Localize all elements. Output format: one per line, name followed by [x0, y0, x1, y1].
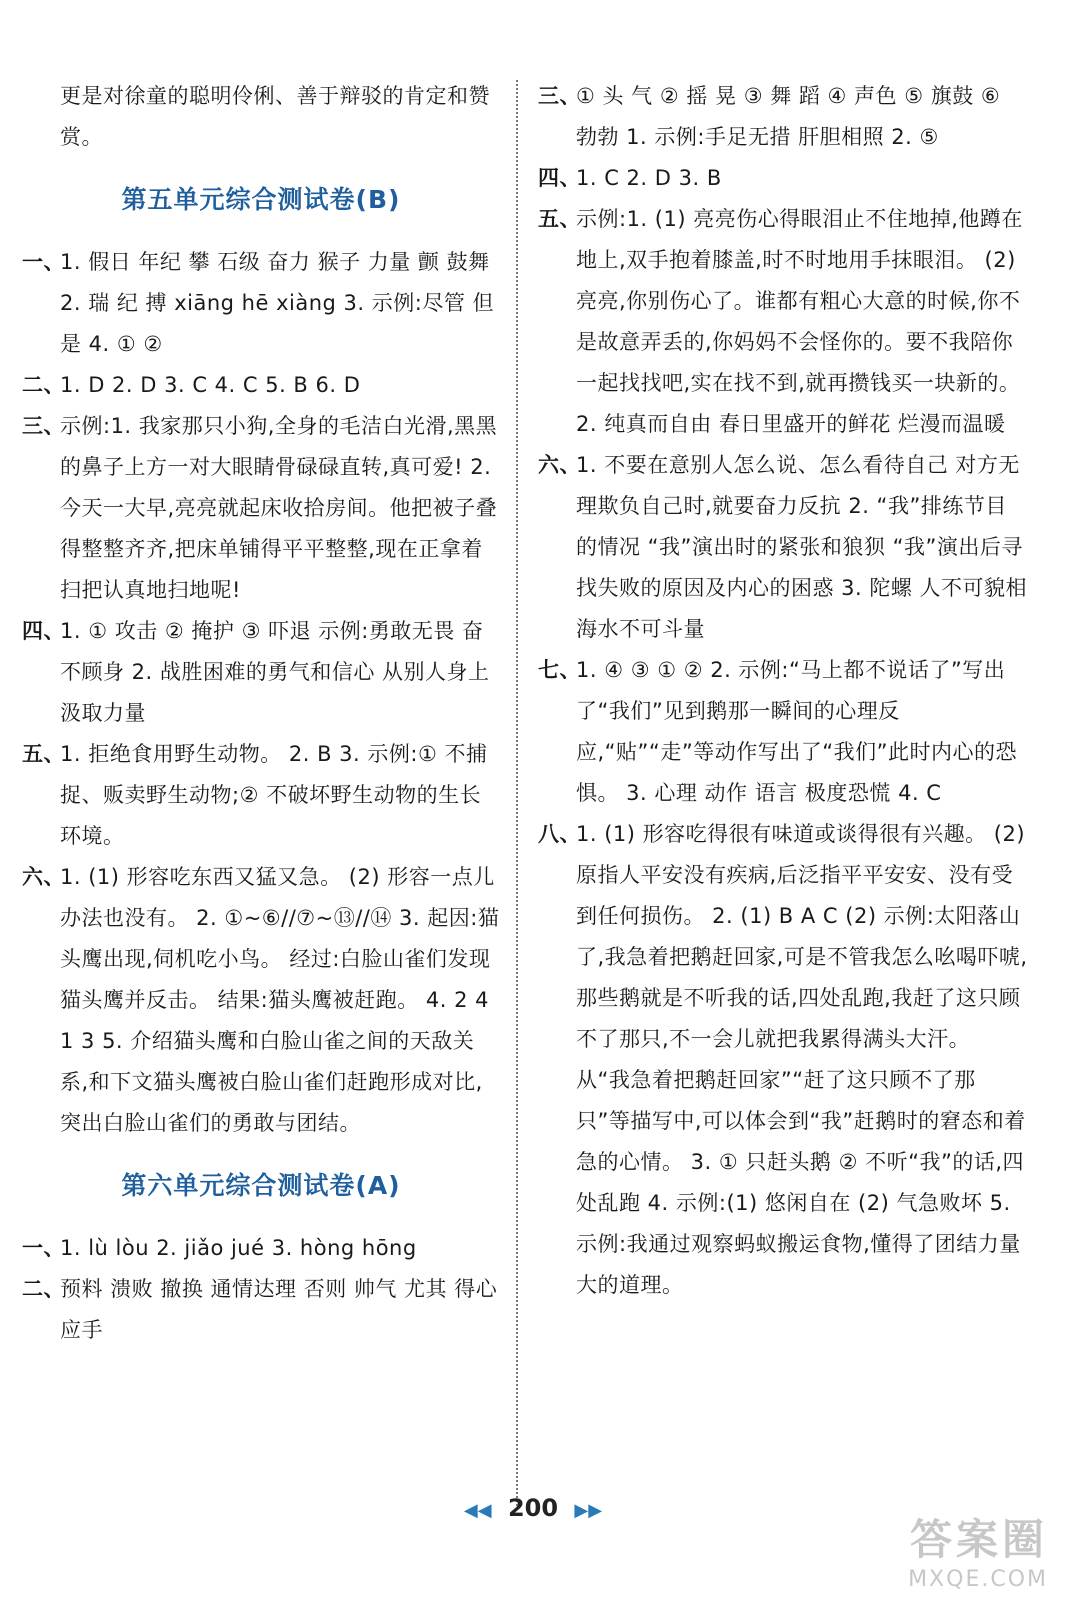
answer-text: 1. ① 攻击 ② 掩护 ③ 吓退 示例:勇敢无畏 奋不顾身 2. 战胜困难的勇气和信心 从别人身上汲取力量 — [60, 619, 490, 725]
section-heading: 第五单元综合测试卷(B) — [121, 185, 401, 214]
answer-text: 预料 溃败 撤换 通情达理 否则 帅气 尤其 得心应手 — [60, 1277, 498, 1342]
watermark-url: MXQE.COM — [908, 1567, 1048, 1592]
answer-text: 1. 拒绝食用野生动物。 2. B 3. 示例:① 不捕捉、贩卖野生动物;② 不破坏野生动物的生长环境。 — [60, 742, 488, 848]
page-footer — [0, 1494, 1066, 1522]
watermark — [908, 1507, 1048, 1592]
question-number: 一、 — [22, 1236, 65, 1260]
question-number: 二、 — [22, 1277, 65, 1301]
answer-text: 1. D 2. D 3. C 4. C 5. B 6. D — [60, 373, 361, 397]
answer-entry — [538, 76, 1028, 158]
answer-entry — [22, 242, 500, 365]
answer-entry — [22, 365, 500, 406]
question-number: 五、 — [22, 742, 65, 766]
answer-entry — [538, 650, 1028, 814]
answer-entry — [22, 857, 500, 1144]
answer-text: 1. C 2. D 3. B — [576, 166, 722, 190]
answer-text: 示例:1. (1) 亮亮伤心得眼泪止不住地掉,他蹲在地上,双手抱着膝盖,时不时地用手抹眼泪。 (2) 亮亮,你别伤心了。谁都有粗心大意的时候,你不是故意弄丢的,你妈妈不会怪你的。要不我陪你一起找找吧,实在找不到,就再攒钱买一块新的。 2. 纯真而自由 春日里盛开的鲜花 烂漫而温暖 — [576, 207, 1023, 436]
question-number: 二、 — [22, 373, 65, 397]
right-column — [538, 76, 1028, 1306]
column-divider — [516, 80, 518, 1510]
answer-entry — [538, 199, 1028, 445]
answer-text: 示例:1. 我家那只小狗,全身的毛洁白光滑,黑黑的鼻子上方一对大眼睛骨碌碌直转,真可爱! 2. 今天一大早,亮亮就起床收拾房间。他把被子叠得整整齐齐,把床单铺得平平整整,现在正拿着扫把认真地扫地呢! — [60, 414, 498, 602]
answer-text: 1. ④ ③ ① ② 2. 示例:“马上都不说话了”写出了“我们”见到鹅那一瞬间的心理反应,“贴”“走”等动作写出了“我们”此时内心的恐惧。 3. 心理 动作 语言 极度恐慌 4. C — [576, 658, 1017, 805]
question-number: 七、 — [538, 658, 581, 682]
question-number: 一、 — [22, 250, 65, 274]
answer-text: 更是对徐童的聪明伶俐、善于辩驳的肯定和赞赏。 — [60, 84, 490, 149]
answer-entry — [22, 406, 500, 611]
page-number: 200 — [507, 1494, 559, 1522]
answer-entry — [538, 445, 1028, 650]
left-column — [22, 76, 500, 1351]
question-number: 四、 — [538, 166, 581, 190]
question-number: 六、 — [538, 453, 581, 477]
watermark-title: 答案圈 — [909, 1515, 1048, 1564]
question-number: 三、 — [538, 84, 581, 108]
question-number: 三、 — [22, 414, 65, 438]
answer-text: ① 头 气 ② 摇 晃 ③ 舞 蹈 ④ 声色 ⑤ 旗鼓 ⑥ 勃勃 1. 示例:手足无措 肝胆相照 2. ⑤ — [576, 84, 1001, 149]
next-page-arrows: ▶▶ — [574, 1500, 603, 1521]
question-number: 五、 — [538, 207, 581, 231]
question-number: 六、 — [22, 865, 65, 889]
answer-entry — [22, 734, 500, 857]
answer-entry — [22, 611, 500, 734]
answer-text: 1. 假日 年纪 攀 石级 奋力 猴子 力量 颤 鼓舞 2. 瑞 纪 搏 xiāng hē xiàng 3. 示例:尽管 但是 4. ① ② — [60, 250, 494, 356]
answer-text: 1. (1) 形容吃得很有味道或谈得很有兴趣。 (2) 原指人平安没有疾病,后泛指平平安安、没有受到任何损伤。 2. (1) B A C (2) 示例:太阳落山了,我急着把鹅赶回家,可是不管我怎么吆喝吓唬,那些鹅就是不听我的话,四处乱跑,我赶了这只顾不了那只,不一会儿就把我累得满头大汗。 从“我急着把鹅赶回家”“赶了这只顾不了那只”等描写中,可以体会到“我”赶鹅时的窘态和着急的心情。 3. ① 只赶头鹅 ② 不听“我”的话,四处乱跑 4. 示例:(1) 悠闲自在 (2) 气急败坏 5. 示例:我通过观察蚂蚁搬运食物,懂得了团结力量大的道理。 — [576, 822, 1028, 1297]
answer-entry — [22, 1269, 500, 1351]
answer-text: 1. (1) 形容吃东西又猛又急。 (2) 形容一点儿办法也没有。 2. ①~⑥//⑦~⑬//⑭ 3. 起因:猫头鹰出现,伺机吃小鸟。 经过:白脸山雀们发现猫头鹰并反击。 结果:猫头鹰被赶跑。 4. 2 4 1 3 5. 介绍猫头鹰和白脸山雀之间的天敌关系,和下文猫头鹰被白脸山雀们赶跑形成对比,突出白脸山雀们的勇敢与团结。 — [60, 865, 500, 1135]
question-number: 四、 — [22, 619, 65, 643]
section-heading: 第六单元综合测试卷(A) — [121, 1171, 401, 1200]
answer-entry — [22, 1228, 500, 1269]
question-number: 八、 — [538, 822, 581, 846]
answer-text: 1. 不要在意别人怎么说、怎么看待自己 对方无理欺负自己时,就要奋力反抗 2. “我”排练节目的情况 “我”演出时的紧张和狼狈 “我”演出后寻找失败的原因及内心的困惑 3. 陀螺 人不可貌相 海水不可斗量 — [576, 453, 1028, 641]
answer-entry — [22, 76, 500, 158]
prev-page-arrows: ◀◀ — [463, 1500, 492, 1521]
answer-text: 1. lù lòu 2. jiǎo jué 3. hòng hōng — [60, 1236, 417, 1260]
answer-entry — [538, 158, 1028, 199]
answer-entry — [538, 814, 1028, 1306]
